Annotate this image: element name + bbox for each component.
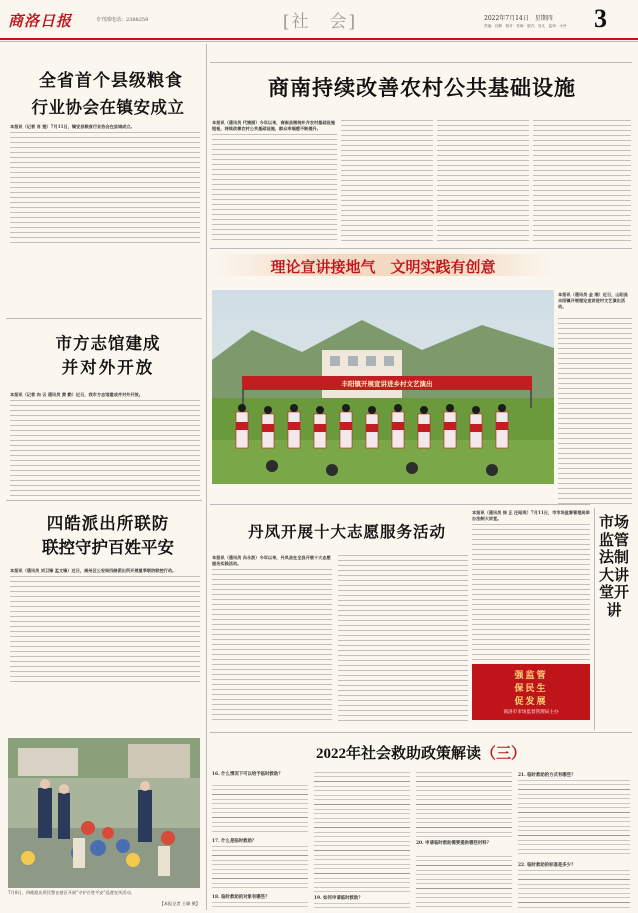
policy-q18: 18. 临时救助的对象有哪些？	[212, 895, 270, 900]
a2-headline-line1: 市方志馆建成	[55, 334, 161, 353]
editors-line: 责编：吕静 校对：苏海 版式：吴凡 监审：小丹	[484, 24, 567, 28]
masthead-info: 专刊部电话：2388259	[96, 17, 149, 23]
policy-q20: 20. 申请临时救助需要提供哪些材料？	[416, 841, 492, 846]
a1-headline-line1: 全省首个县级粮食	[39, 71, 183, 91]
feature-banner-text: 丰阳镇开展宣讲进乡村文艺演出	[341, 380, 433, 388]
page-number: 3	[594, 4, 607, 33]
lead-headline: 商南持续改善农村公共基础设施	[268, 76, 576, 100]
a1-byline: 本报讯（记者 肖 莲）7月11日，镇安县粮食行业协会在县城成立。	[10, 124, 135, 129]
a3-photo-credit: 【本报记者 王璐 摄】	[159, 901, 200, 906]
divider	[210, 248, 632, 249]
feature-byline: 本报讯（通讯员 金 湘）近日，山阳县丰阳镇开展理论宣讲进村文艺演出活动。	[558, 292, 628, 309]
policy-q21: 21. 临时救助的方式有哪些？	[518, 773, 576, 778]
policy-col2-text	[314, 772, 410, 892]
a3-headline-line1: 四皓派出所联防	[46, 514, 170, 533]
newspaper-logo: 商洛日报	[8, 14, 73, 30]
policy-q16: 16. 什么情况下可以给予临时救助？	[212, 772, 283, 777]
policy-q19: 19. 如何申请临时救助？	[314, 896, 363, 901]
volunteer-byline: 本报讯（通讯员 冯永波）今年以来，丹凤县在全县开展十大志愿服务实践活动。	[212, 555, 331, 566]
lead-body-col1	[212, 134, 337, 242]
column-divider	[594, 508, 595, 730]
masthead-rule-thin	[0, 41, 638, 42]
policy-a16	[212, 785, 308, 835]
policy-a19	[314, 903, 410, 911]
masthead	[0, 0, 638, 40]
a2-body-text	[10, 400, 200, 496]
forum-byline: 本报讯（通讯员 徐 正 汪昭英）7月11日，市市场监督管理局举办法制大讲堂。	[472, 510, 590, 521]
forum-slogan-line2: 保民生	[514, 684, 548, 694]
divider	[6, 500, 202, 501]
section-label: [社 会]	[282, 12, 358, 32]
a2-byline: 本报讯（记者 向 云 通讯员 黄 勤）近日，我市方志馆建成并对外开放。	[10, 392, 143, 397]
policy-a18	[212, 902, 308, 911]
feature-body	[558, 318, 632, 504]
policy-q22: 22. 临时救助的标准是多少？	[518, 863, 576, 868]
feature-headline: 理论宣讲接地气 文明实践有创意	[270, 258, 496, 276]
forum-headline: 市场监管法制大讲堂开讲	[598, 513, 629, 619]
policy-a20	[416, 856, 512, 911]
divider	[6, 318, 202, 319]
volunteer-headline: 丹凤开展十大志愿服务活动	[247, 523, 446, 541]
policy-q17: 17. 什么是临时救助？	[212, 839, 257, 844]
forum-body	[472, 524, 590, 664]
policy-a22	[518, 870, 630, 910]
policy-col3-text	[416, 772, 512, 838]
a3-headline-line2: 联控守护百姓平安	[42, 538, 174, 557]
lead-body-col4	[533, 120, 631, 242]
policy-a21	[518, 780, 630, 858]
column-divider	[206, 44, 207, 910]
a1-body-text	[10, 132, 200, 244]
a3-photo-caption: 7月8日，四皓派出所民警在辖区开展“守护百姓平安”巡逻宣传活动。	[8, 890, 135, 895]
forum-slogan-line3: 促发展	[514, 697, 548, 707]
lead-body-col3	[437, 120, 529, 242]
lead-body-col2	[341, 120, 433, 242]
volunteer-body-col2	[338, 555, 468, 725]
lead-byline: 本报讯（通讯员 代婉丽）今年以来，商南县围绕补齐农村基础设施短板，持续改善农村公共基础设施，群众幸福感不断提升。	[212, 120, 335, 131]
volunteer-body-col1	[212, 569, 332, 724]
policy-part: （三）	[481, 746, 527, 762]
a3-photo	[8, 738, 200, 888]
a2-headline-line2: 并对外开放	[61, 358, 155, 377]
forum-slogan-line1: 强监管	[514, 671, 548, 681]
policy-a17	[212, 846, 308, 890]
forum-slogan-org: 商洛市市场监督管理局主办	[503, 710, 559, 715]
date-line: 2022年7月14日 星期四	[484, 15, 553, 22]
masthead-rule	[0, 38, 638, 40]
divider	[210, 504, 590, 505]
policy-headline: 2022年社会救助政策解读	[315, 746, 481, 762]
lead-top-rule	[210, 62, 632, 63]
a3-byline: 本报讯（通讯员 刘卫锋 孟文锋）近日，商州区公安局四皓派出所开展夏季联防联控行动。	[10, 568, 177, 573]
a1-headline-line2: 行业协会在镇安成立	[31, 98, 185, 117]
policy-headline-wrap	[210, 742, 632, 763]
divider	[210, 732, 632, 733]
a3-body-text	[10, 576, 200, 686]
